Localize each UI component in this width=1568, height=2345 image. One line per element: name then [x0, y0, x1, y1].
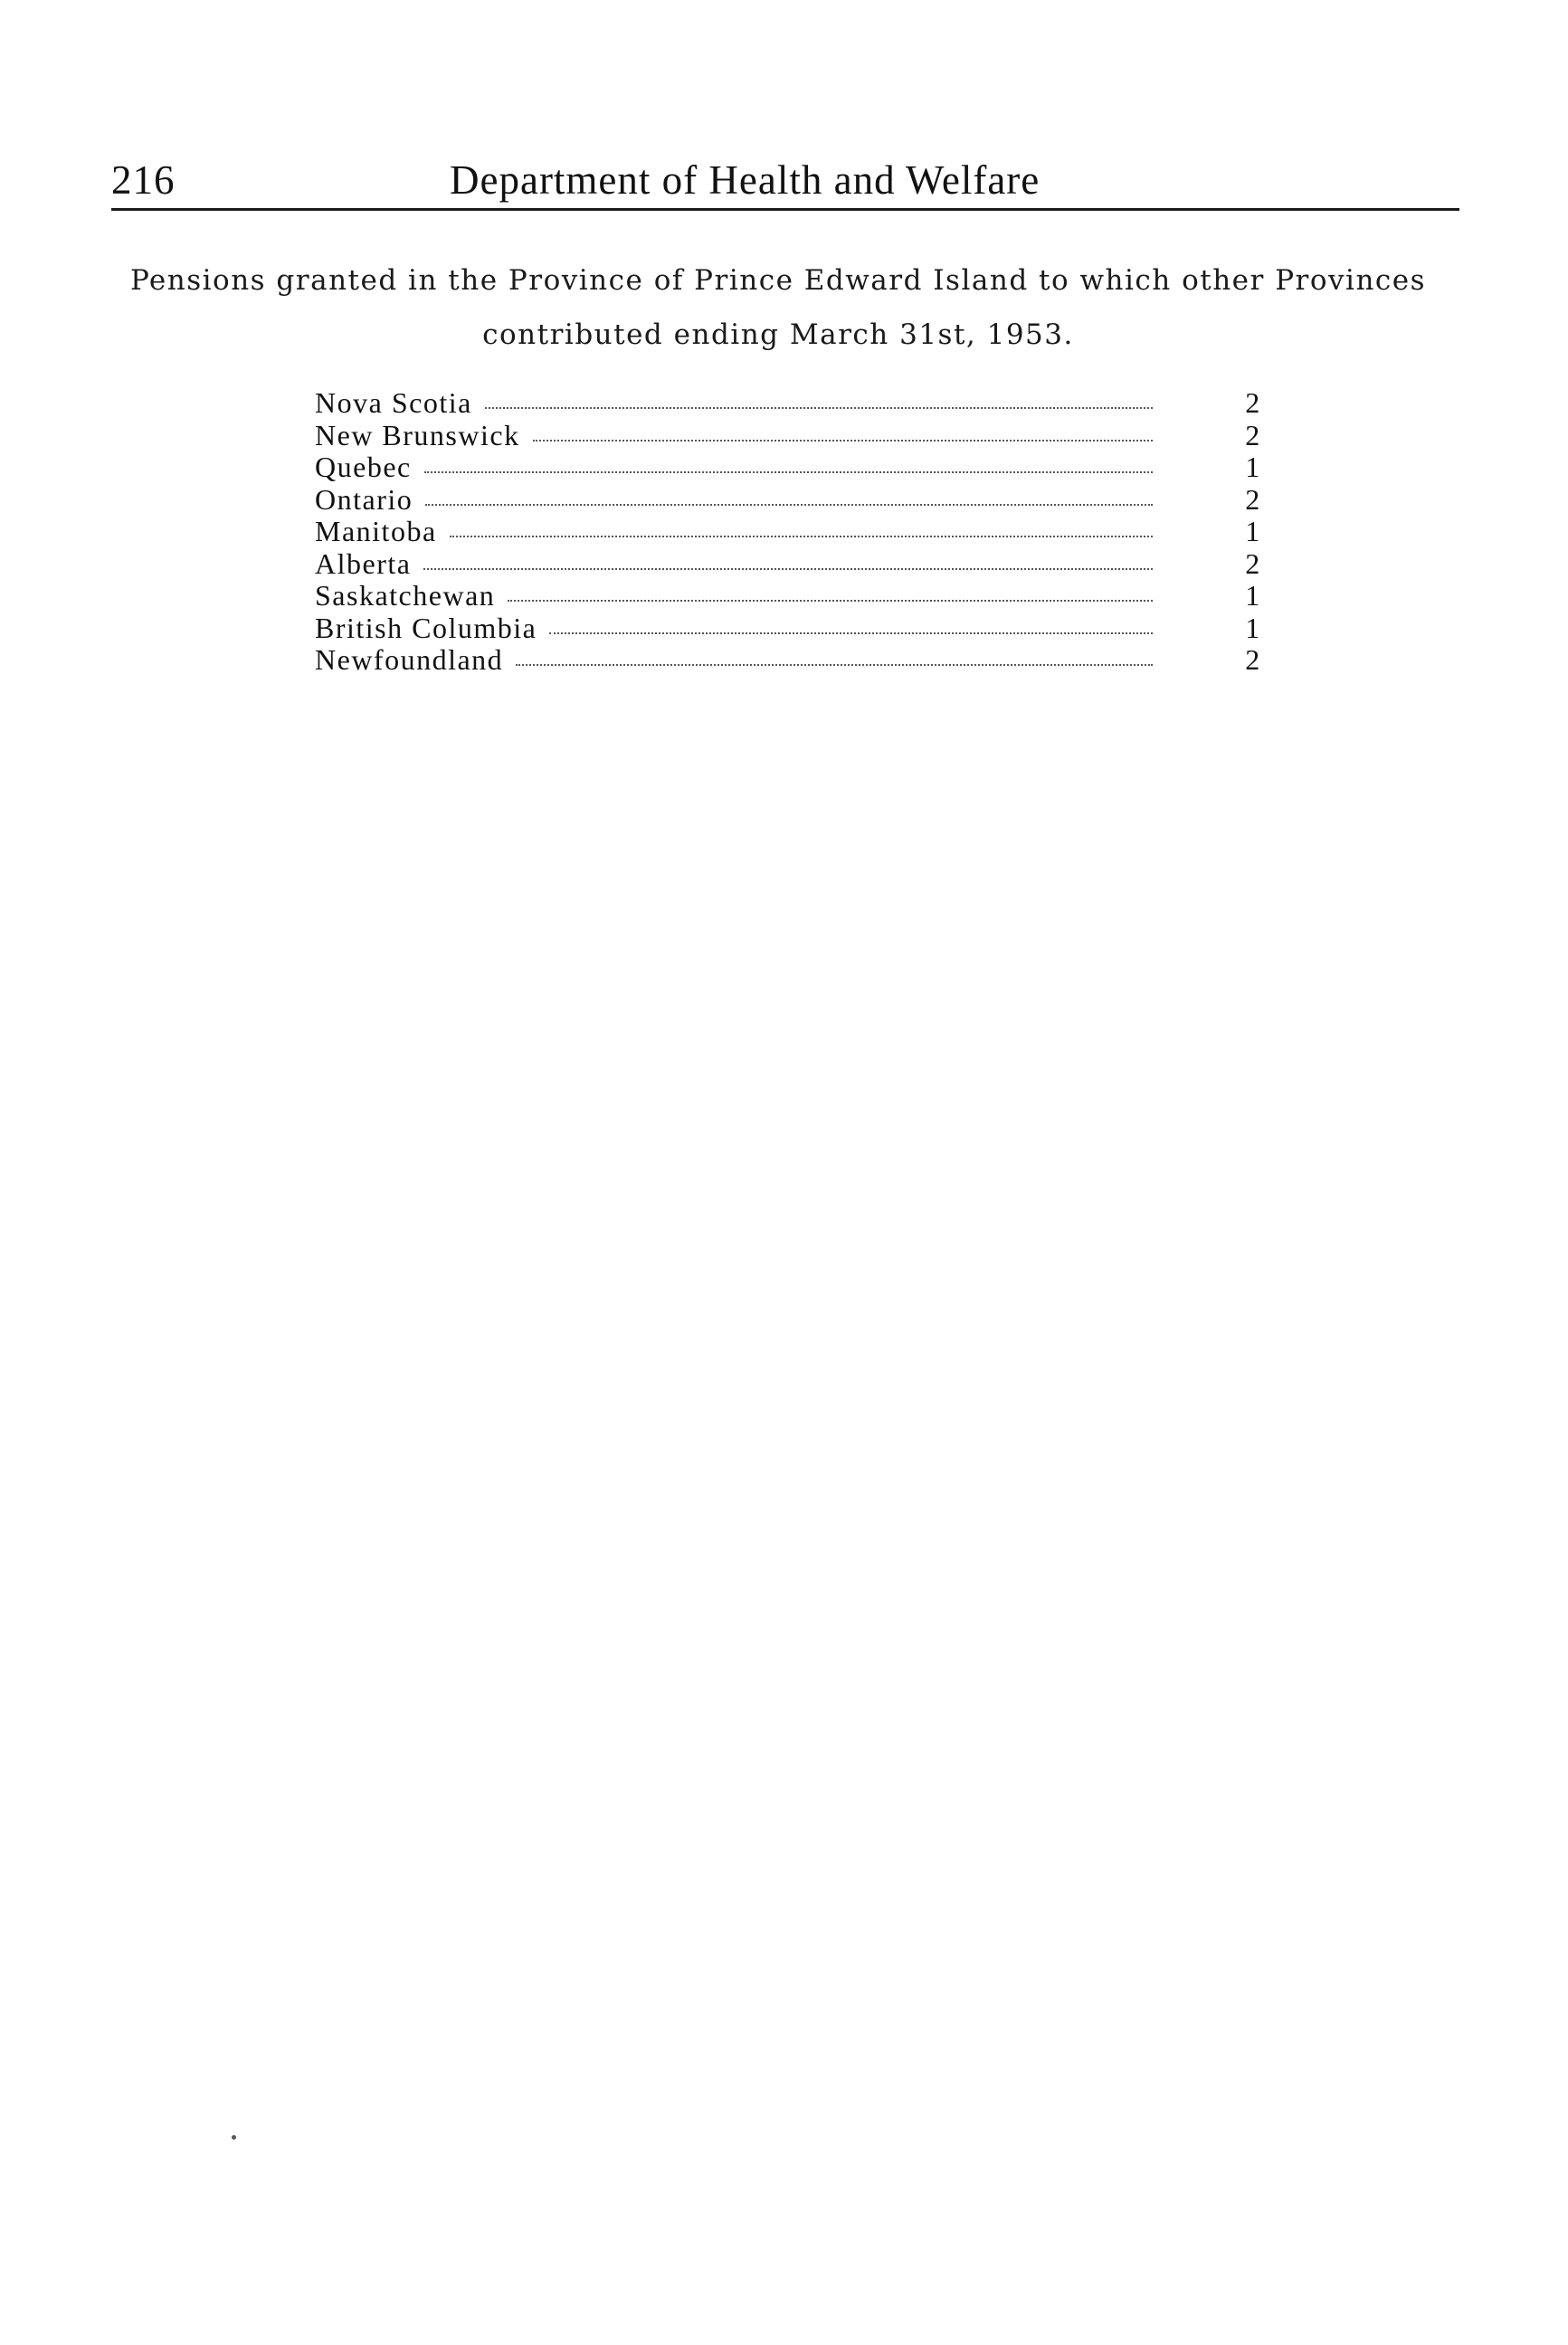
pension-table	[315, 387, 1267, 677]
pension-count: 2	[1245, 418, 1261, 451]
pension-count: 2	[1245, 546, 1261, 580]
dot-leader	[485, 407, 1153, 409]
table-row	[315, 612, 1267, 645]
table-row	[315, 644, 1267, 677]
province-name: Newfoundland	[315, 643, 504, 676]
caption-line-1: Pensions granted in the Province of Prince Edward Island to which other Provinces	[129, 264, 1427, 297]
table-row	[315, 484, 1267, 517]
pension-count: 1	[1245, 579, 1261, 612]
dot-leader	[423, 568, 1153, 570]
dot-leader	[450, 536, 1153, 537]
table-row	[315, 420, 1267, 452]
page-number: 216	[111, 157, 176, 203]
dot-leader	[516, 664, 1153, 666]
province-name: British Columbia	[315, 611, 537, 644]
pension-count: 2	[1245, 643, 1261, 676]
province-name: Alberta	[315, 546, 412, 580]
dot-leader	[508, 600, 1153, 602]
province-name: Saskatchewan	[315, 579, 496, 612]
table-row	[315, 548, 1267, 581]
caption-line-2: contributed ending March 31st, 1953.	[482, 318, 1074, 351]
pension-count: 2	[1245, 386, 1261, 419]
dot-leader	[549, 632, 1153, 634]
dot-leader	[425, 504, 1153, 506]
pension-count: 1	[1245, 515, 1261, 547]
ink-speck	[232, 2135, 236, 2140]
header-rule	[111, 208, 1459, 211]
province-name: Nova Scotia	[315, 386, 472, 419]
dot-leader	[424, 471, 1153, 473]
pension-count: 2	[1245, 482, 1261, 516]
page-header	[111, 150, 1459, 210]
pension-count: 1	[1245, 611, 1261, 644]
table-row	[315, 451, 1267, 484]
table-row	[315, 580, 1267, 612]
table-row	[315, 387, 1267, 420]
running-title: Department of Health and Welfare	[450, 157, 1041, 203]
table-caption	[90, 253, 1466, 362]
table-row	[315, 516, 1267, 548]
province-name: Quebec	[315, 451, 412, 483]
province-name: New Brunswick	[315, 418, 520, 451]
dot-leader	[533, 440, 1153, 441]
province-name: Manitoba	[315, 515, 437, 547]
pension-count: 1	[1245, 451, 1261, 483]
province-name: Ontario	[315, 482, 413, 516]
